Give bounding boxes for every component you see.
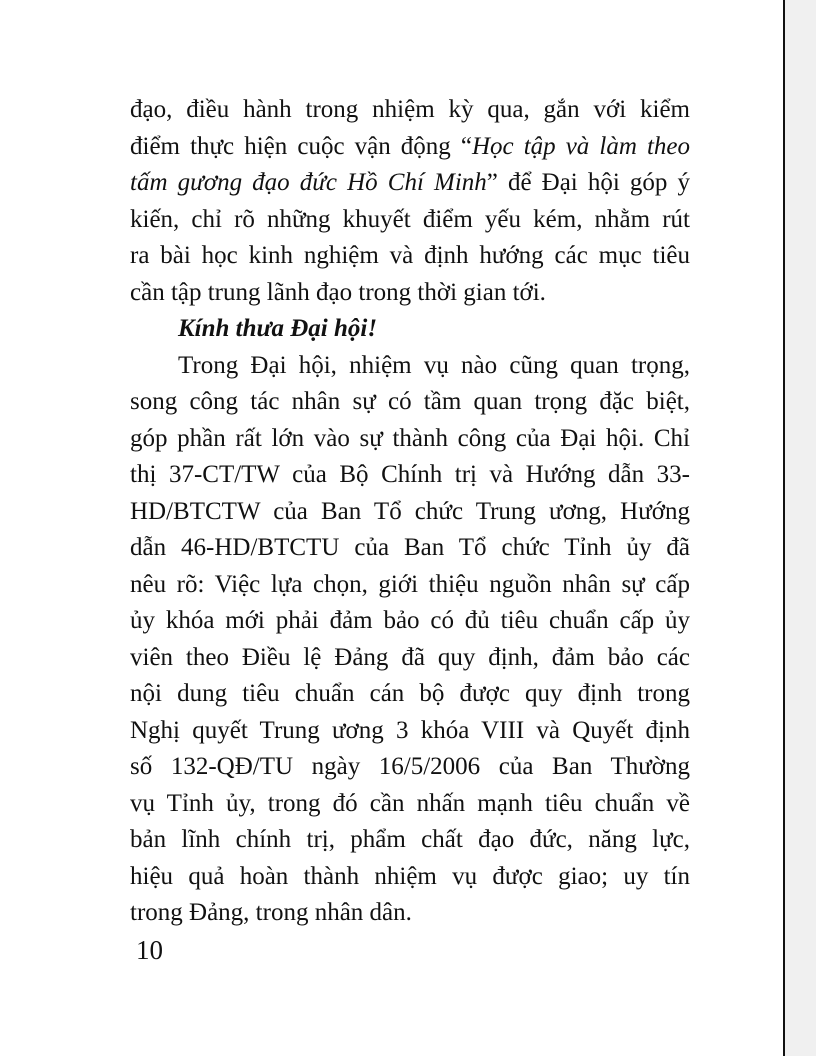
text-line: bản lĩnh chính trị, phẩm chất đạo đức, năng lực,: [130, 826, 690, 853]
text-line: nêu rõ: Việc lựa chọn, giới thiệu nguồn nhân sự cấp: [130, 570, 690, 598]
text-line: hiệu quả hoàn thành nhiệm vụ được giao; uy tín: [130, 862, 690, 890]
text-line: số 132-QĐ/TU ngày 16/5/2006 của Ban Thường: [130, 753, 690, 780]
page-edge-border: [783, 0, 816, 1056]
text-line: điểm thực hiện cuộc vận động “Học tập và làm theo: [130, 132, 690, 160]
page-number: 10: [136, 935, 163, 965]
body-text: [130, 92, 690, 932]
quote-italic: tấm gương đạo đức Hồ Chí Minh: [130, 169, 487, 196]
text-line: vụ Tỉnh ủy, trong đó cần nhấn mạnh tiêu chuẩn về: [130, 789, 690, 817]
text-line: Nghị quyết Trung ương 3 khóa VIII và Quyết định: [130, 716, 690, 744]
text-line: đạo, điều hành trong nhiệm kỳ qua, gắn với kiểm: [130, 96, 690, 123]
text-line: tấm gương đạo đức Hồ Chí Minh” để Đại hội góp ý: [130, 169, 690, 196]
text-line: nội dung tiêu chuẩn cán bộ được quy định trong: [130, 680, 690, 707]
text-line: kiến, chỉ rõ những khuyết điểm yếu kém, nhằm rút: [130, 205, 690, 233]
text-line: viên theo Điều lệ Đảng đã quy định, đảm bảo các: [130, 643, 690, 671]
text-line: ủy khóa mới phải đảm bảo có đủ tiêu chuẩn cấp ủy: [130, 607, 690, 634]
text-line: Trong Đại hội, nhiệm vụ nào cũng quan trọng,: [178, 351, 690, 379]
text-line: song công tác nhân sự có tầm quan trọng đặc biệt,: [130, 388, 690, 415]
quote-italic: Học tập và làm theo: [471, 132, 690, 160]
text-line: trong Đảng, trong nhân dân.: [130, 899, 412, 926]
text-line: dẫn 46-HD/BTCTU của Ban Tổ chức Tỉnh ủy đã: [130, 534, 690, 561]
text-line: thị 37-CT/TW của Bộ Chính trị và Hướng dẫn 33-: [130, 461, 690, 488]
text-line: cần tập trung lãnh đạo trong thời gian tới.: [130, 278, 546, 306]
text-line: góp phần rất lớn vào sự thành công của Đại hội. Chỉ: [130, 424, 690, 452]
salutation-heading: Kính thưa Đại hội!: [178, 315, 378, 342]
text-line: HD/BTCTW của Ban Tổ chức Trung ương, Hướng: [130, 497, 690, 525]
text-line: ra bài học kinh nghiệm và định hướng các mục tiêu: [130, 242, 690, 269]
